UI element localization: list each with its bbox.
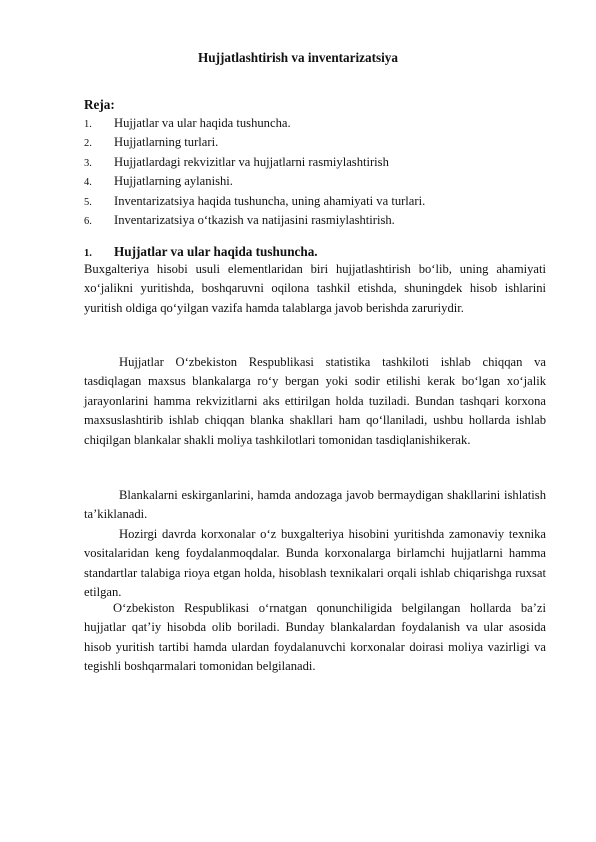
plan-item-text: Hujjatlarning aylanishi.	[114, 174, 233, 189]
plan-list	[84, 114, 554, 230]
plan-item	[84, 192, 554, 211]
plan-item-text: Inventarizatsiya haqida tushuncha, uning ahamiyati va turlari.	[114, 193, 426, 208]
plan-item	[84, 211, 554, 230]
plan-item-number: 3.	[84, 157, 92, 169]
paragraph: Buxgalteriya hisobi usuli elementlaridan biri hujjatlashtirish bo‘lib, uning ahamiyati xo‘jalikni yuritishda, boshqaruvni oqilona tashkil etishda, shuningdek hisob ishlarini yuritish oldiga qo‘yilgan vazifa hamda talablarga javob berishda zaruriydir.	[84, 262, 546, 315]
plan-heading: Reja:	[84, 97, 115, 112]
plan-item-text: Hujjatlarning turlari.	[114, 135, 219, 150]
plan-item-text: Hujjatlardagi rekvizitlar va hujjatlarni rasmiylashtirish	[114, 154, 389, 169]
plan-item	[84, 133, 554, 152]
section-number: 1.	[84, 248, 92, 259]
section-heading	[84, 244, 318, 260]
plan-item-number: 4.	[84, 177, 92, 189]
paragraph: Hujjatlar O‘zbekiston Respublikasi statistika tashkiloti ishlab chiqqan va tasdiqlagan maxsus blankalarga ro‘y bergan yoki sodir etilishi kerak bo‘lgan xo‘jalik jarayonlarini hamma rekvizitlarni aks ettirilgan holda tuziladi. Bundan tashqari korxona maxsuslashtirib ishlab chiqqan blanka shakllari ham qo‘llaniladi, ushbu hollarda ishlab chiqilgan blankalar shakli moliya tashkilotlari tomonidan tasdiqlanishikerak.	[84, 355, 546, 447]
plan-item-text: Hujjatlar va ular haqida tushuncha.	[114, 116, 291, 130]
plan-item	[84, 114, 554, 133]
paragraph: Blankalarni eskirganlarini, hamda andozaga javob bermaydigan shakllarini ishlatish ta’kiklanadi.	[84, 488, 546, 522]
plan-item-number: 5.	[84, 196, 92, 208]
plan-item	[84, 153, 554, 172]
paragraph: O‘zbekiston Respublikasi o‘rnatgan qonunchiligida belgilangan hollarda ba’zi hujjatlar qat’iy hisobda olib boriladi. Bunday blankalardan foydalanish va ular asosida hisob yuritish tartibi hamda ulardan foydalanuvchi korxonalar doirasi moliya vazirligi va tegishli boshqarmalari tomonidan belgilanadi.	[84, 601, 546, 674]
section-title: Hujjatlar va ular haqida tushuncha.	[114, 244, 318, 259]
document-title: Hujjatlashtirish va inventarizatsiya	[197, 50, 398, 65]
plan-item	[84, 172, 554, 191]
plan-item-number: 2.	[84, 138, 92, 150]
plan-item-number: 6.	[84, 215, 92, 227]
plan-item-number: 1.	[84, 119, 92, 130]
paragraph: Hozirgi davrda korxonalar o‘z buxgalteriya hisobini yuritishda zamonaviy texnika vositalaridan keng foydalanmoqdalar. Bunda korxonalarga birlamchi hujjatlarni hamma standartlar talabiga rioya etgan holda, hisoblash texnikalari orqali ishlab chiqarishga ruxsat etilgan.	[84, 527, 546, 600]
plan-item-text: Inventarizatsiya o‘tkazish va natijasini rasmiylashtirish.	[114, 212, 395, 227]
